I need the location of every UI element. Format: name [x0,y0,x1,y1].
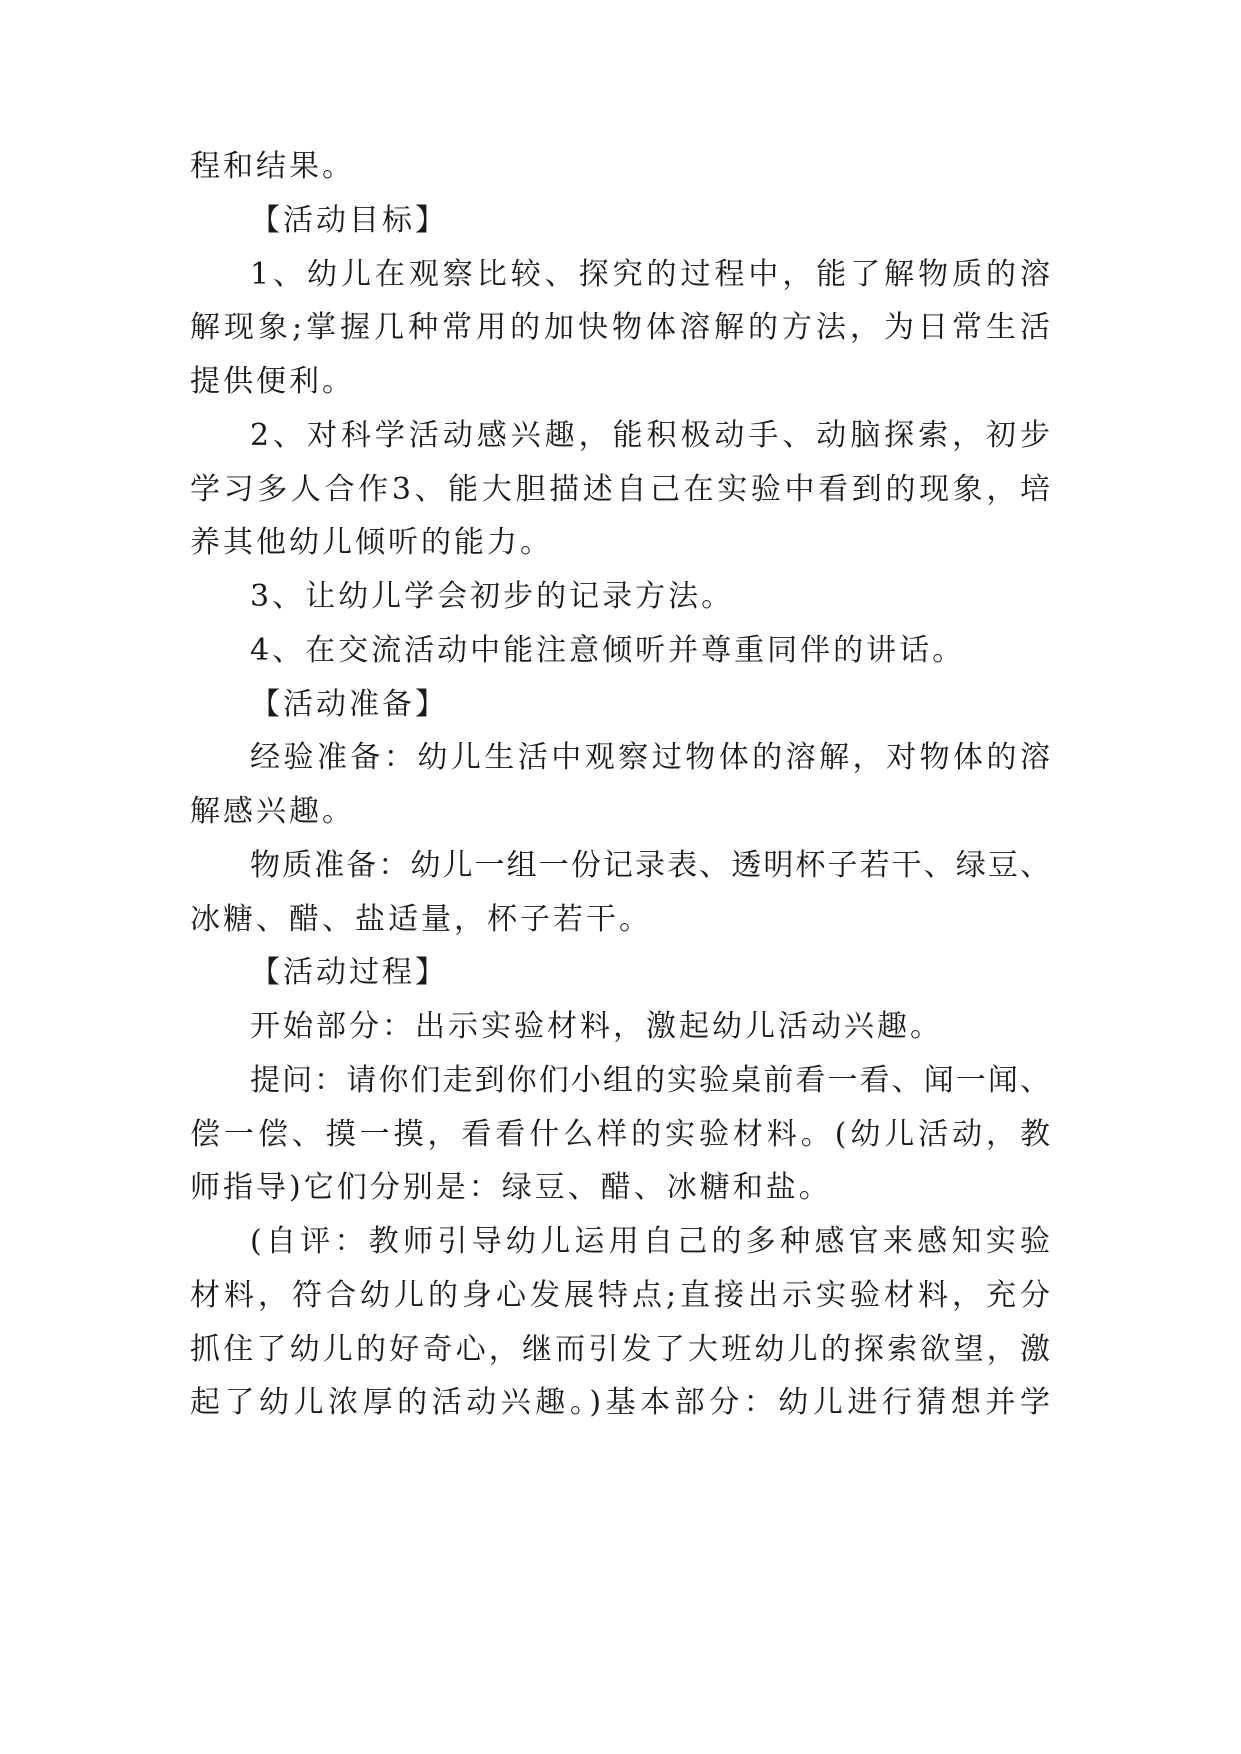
text-line: 养其他幼儿倾听的能力。 [190,525,553,560]
text-line: 1、幼儿在观察比较、探究的过程中，能了解物质的溶 [250,257,1050,292]
text-line: (自评：教师引导幼儿运用自己的多种感官来感知实验 [250,1224,1050,1259]
text-line: 2、对科学活动感兴趣，能积极动手、动脑探索，初步 [250,418,1050,453]
text-line: 抓住了幼儿的好奇心，继而引发了大班幼儿的探索欲望，激 [190,1332,1050,1367]
text-line: 偿一偿、摸一摸，看看什么样的实验材料。(幼儿活动，教 [190,1117,1050,1152]
text-line: 4、在交流活动中能注意倾听并尊重同伴的讲话。 [250,633,966,668]
text-line: 材料，符合幼儿的身心发展特点;直接出示实验材料，充分 [190,1278,1050,1313]
text-line: 开始部分：出示实验材料，激起幼儿活动兴趣。 [250,1009,943,1044]
text-line: 师指导)它们分别是：绿豆、醋、冰糖和盐。 [190,1170,832,1205]
text-line: 学习多人合作3、能大胆描述自己在实验中看到的现象，培 [190,472,1050,507]
text-line: 解现象;掌握几种常用的加快物体溶解的方法，为日常生活 [190,310,1050,345]
text-line: 提问：请你们走到你们小组的实验桌前看一看、闻一闻、 [250,1063,1050,1098]
text-line: 经验准备：幼儿生活中观察过物体的溶解，对物体的溶 [250,740,1050,775]
section-heading: 【活动目标】 [250,203,448,238]
text-line: 提供便利。 [190,364,355,399]
text-line: 程和结果。 [190,149,355,184]
text-line: 3、让幼儿学会初步的记录方法。 [250,579,735,614]
section-heading: 【活动过程】 [250,955,448,990]
text-line: 物质准备：幼儿一组一份记录表、透明杯子若干、绿豆、 [250,848,1050,883]
text-line: 解感兴趣。 [190,794,355,829]
section-heading: 【活动准备】 [250,687,448,722]
text-line: 冰糖、醋、盐适量，杯子若干。 [190,902,652,937]
text-line: 起了幼儿浓厚的活动兴趣。)基本部分：幼儿进行猜想并学 [190,1385,1050,1420]
